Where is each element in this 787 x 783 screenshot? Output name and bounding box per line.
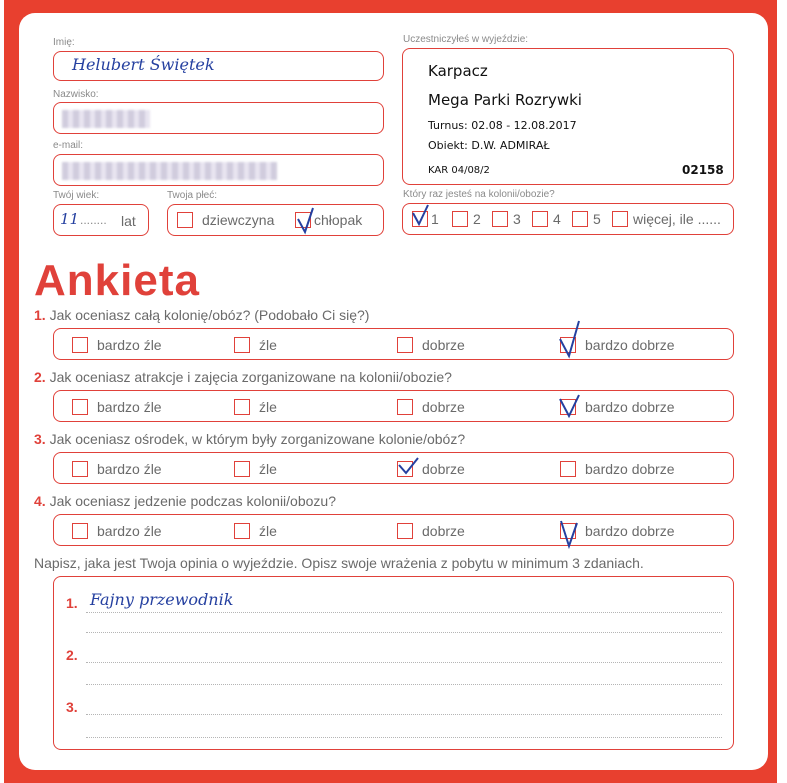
q4-option-bad: źle xyxy=(259,523,277,539)
age-dots: ........ xyxy=(80,213,107,227)
name-handwriting: Helubert Świętek xyxy=(72,55,215,74)
q2-option-good: dobrze xyxy=(422,399,465,415)
trip-label: Uczestniczyłeś w wyjeździe: xyxy=(403,34,529,45)
email-label: e-mail: xyxy=(53,140,84,151)
q1-checkbox-very-bad[interactable] xyxy=(72,337,88,353)
dotted-line xyxy=(86,632,722,633)
times-option-more: więcej, ile ...... xyxy=(633,211,721,227)
times-option-4: 4 xyxy=(553,211,561,227)
q3-checkbox-very-bad[interactable] xyxy=(72,461,88,477)
dotted-line xyxy=(86,714,722,715)
question-3 xyxy=(34,431,465,447)
opinion-prompt: Napisz, jaka jest Twoja opinia o wyjeździe. Opisz swoje wrażenia z pobytu w minimum 3 zdaniach. xyxy=(34,555,644,571)
age-label: Twój wiek: xyxy=(53,190,100,201)
opinion-line-3-number: 3. xyxy=(66,699,78,715)
times-label: Który raz jesteś na kolonii/obozie? xyxy=(403,189,555,200)
checkmark-icon xyxy=(557,517,583,549)
question-4-options xyxy=(53,514,734,546)
question-3-options xyxy=(53,452,734,484)
age-handwriting: 11 xyxy=(60,210,80,228)
surname-label: Nazwisko: xyxy=(53,89,99,100)
times-option-2: 2 xyxy=(473,211,481,227)
times-checkbox-2[interactable] xyxy=(452,211,468,227)
times-option-3: 3 xyxy=(513,211,521,227)
opinion-line-2-number: 2. xyxy=(66,647,78,663)
gender-option-girl: dziewczyna xyxy=(202,212,275,228)
q1-checkbox-good[interactable] xyxy=(397,337,413,353)
q2-option-very-bad: bardzo źle xyxy=(97,399,162,415)
gender-option-boy: chłopak xyxy=(314,212,363,228)
q1-option-bad: źle xyxy=(259,337,277,353)
question-1-number: 1. xyxy=(34,307,46,323)
times-checkbox-3[interactable] xyxy=(492,211,508,227)
dotted-line xyxy=(86,684,722,685)
question-2 xyxy=(34,369,452,385)
q3-option-very-good: bardzo dobrze xyxy=(585,461,675,477)
checkmark-icon xyxy=(411,203,431,227)
question-1-options xyxy=(53,328,734,360)
q4-option-very-bad: bardzo źle xyxy=(97,523,162,539)
survey-title: Ankieta xyxy=(34,256,200,305)
name-label: Imię: xyxy=(53,37,75,48)
q1-option-very-good: bardzo dobrze xyxy=(585,337,675,353)
gender-label: Twoja płeć: xyxy=(167,190,218,201)
times-checkbox-5[interactable] xyxy=(572,211,588,227)
checkmark-icon xyxy=(557,391,583,419)
age-unit: lat xyxy=(121,213,136,229)
question-2-options xyxy=(53,390,734,422)
q1-option-good: dobrze xyxy=(422,337,465,353)
opinion-line-1-handwriting: Fajny przewodnik xyxy=(90,590,234,609)
redacted-surname xyxy=(62,110,150,128)
checkmark-icon xyxy=(397,455,421,479)
dotted-line xyxy=(86,612,722,613)
gender-field xyxy=(167,204,384,236)
q2-checkbox-very-bad[interactable] xyxy=(72,399,88,415)
trip-name: Mega Parki Rozrywki xyxy=(428,91,582,109)
q3-checkbox-bad[interactable] xyxy=(234,461,250,477)
question-2-text: Jak oceniasz atrakcje i zajęcia zorganizowane na kolonii/obozie? xyxy=(49,369,452,385)
times-checkbox-more[interactable] xyxy=(612,211,628,227)
q4-option-very-good: bardzo dobrze xyxy=(585,523,675,539)
name-field[interactable] xyxy=(53,51,384,81)
q4-checkbox-good[interactable] xyxy=(397,523,413,539)
q3-option-bad: źle xyxy=(259,461,277,477)
trip-info-box xyxy=(402,48,734,185)
question-3-number: 3. xyxy=(34,431,46,447)
question-4 xyxy=(34,493,336,509)
q3-checkbox-very-good[interactable] xyxy=(560,461,576,477)
dotted-line xyxy=(86,737,722,738)
q1-option-very-bad: bardzo źle xyxy=(97,337,162,353)
surname-field[interactable] xyxy=(53,102,384,134)
q2-option-bad: źle xyxy=(259,399,277,415)
q3-option-good: dobrze xyxy=(422,461,465,477)
age-field[interactable] xyxy=(53,204,149,236)
email-field[interactable] xyxy=(53,154,384,186)
q3-option-very-bad: bardzo źle xyxy=(97,461,162,477)
trip-turnus: Turnus: 02.08 - 12.08.2017 xyxy=(428,119,577,132)
checkmark-icon xyxy=(557,319,583,359)
trip-code: KAR 04/08/2 xyxy=(428,165,490,176)
question-1 xyxy=(34,307,369,323)
q4-checkbox-bad[interactable] xyxy=(234,523,250,539)
q2-checkbox-good[interactable] xyxy=(397,399,413,415)
trip-number: 02158 xyxy=(682,163,724,177)
q2-checkbox-bad[interactable] xyxy=(234,399,250,415)
question-1-text: Jak oceniasz całą kolonię/obóz? (Podobało Ci się?) xyxy=(49,307,370,323)
q4-checkbox-very-bad[interactable] xyxy=(72,523,88,539)
times-field xyxy=(402,203,734,235)
question-2-number: 2. xyxy=(34,369,46,385)
question-4-number: 4. xyxy=(34,493,46,509)
question-3-text: Jak oceniasz ośrodek, w którym były zorganizowane kolonie/obóz? xyxy=(49,431,466,447)
trip-obiekt: Obiekt: D.W. ADMIRAŁ xyxy=(428,139,550,152)
q2-option-very-good: bardzo dobrze xyxy=(585,399,675,415)
trip-place: Karpacz xyxy=(428,62,488,80)
gender-checkbox-girl[interactable] xyxy=(177,212,193,228)
redacted-email xyxy=(62,162,277,180)
question-4-text: Jak oceniasz jedzenie podczas kolonii/obozu? xyxy=(49,493,336,509)
opinion-line-1-number: 1. xyxy=(66,595,78,611)
q4-option-good: dobrze xyxy=(422,523,465,539)
dotted-line xyxy=(86,662,722,663)
times-option-5: 5 xyxy=(593,211,601,227)
times-option-1: 1 xyxy=(431,211,439,227)
times-checkbox-4[interactable] xyxy=(532,211,548,227)
q1-checkbox-bad[interactable] xyxy=(234,337,250,353)
